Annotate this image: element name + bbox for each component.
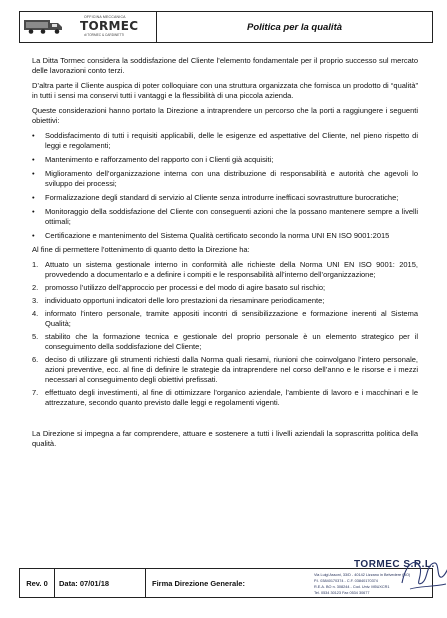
signature-field xyxy=(146,559,435,597)
objective-item: • Monitoraggio della soddisfazione del Cliente con conseguenti azioni che la possano mantenere sempre a livelli ottimali; xyxy=(32,207,418,227)
intro-paragraph: D’altra parte il Cliente auspica di poter colloquiare con una struttura organizzata che fornisca un prodotto di “qualità” in tutti i sensi ma conservi tutti i vantaggi e la flessibilità di una piccola azienda. xyxy=(32,81,418,100)
stamp-rea-line: R.E.A. BO n. 308244 - Cod. Univ. M5UXCR1 xyxy=(314,585,390,589)
action-text: deciso di utilizzare gli strumenti richiesti dalla Norma quali riesami, riunioni che coinvolgano l’intero personale, azioni preventive, ecc. al fine di definire le strategie da intraprendere nel corso dell’anno e le risorse e i mezzi necessari al conseguimento degli obiettivi prefissati. xyxy=(45,355,418,384)
objective-item: • Soddisfacimento di tutti i requisiti applicabili, delle le esigenze ed aspettative del Cliente, nel pieno rispetto di leggi e regolamenti; xyxy=(32,131,418,151)
actions-list xyxy=(32,260,418,408)
intro-paragraph: Queste considerazioni hanno portato la Direzione a intraprendere un percorso che la porti a raggiungere i seguenti obiettivi: xyxy=(32,106,418,125)
stamp-company-name: TORMEC S.R.L. xyxy=(354,559,435,570)
action-item xyxy=(32,309,418,329)
logo-tagline: OFFICINA MECCANICA xyxy=(84,15,126,19)
action-number: 5. xyxy=(32,332,39,341)
action-item xyxy=(32,332,418,352)
objective-item: • Mantenimento e rafforzamento del rapporto con i Clienti già acquisiti; xyxy=(32,155,418,165)
action-text: informato l’intero personale, tramite appositi incontri di sensibilizzazione e formazione inerenti al Sistema Qualità; xyxy=(45,309,418,328)
action-number: 7. xyxy=(32,388,39,397)
truck-logo-icon xyxy=(23,17,65,35)
document-footer xyxy=(19,559,435,598)
revision-number: Rev. 0 xyxy=(20,569,55,597)
objectives-list xyxy=(32,131,418,241)
signature-label: Firma Direzione Generale: xyxy=(152,578,245,588)
objective-item: • Formalizzazione degli standard di servizio al Cliente senza introdurre inefficaci sovrastrutture burocratiche; xyxy=(32,193,418,203)
logo-company-name: TORMEC xyxy=(80,19,139,33)
objective-item: • Certificazione e mantenimento del Sistema Qualità certificato secondo la norma UNI EN ISO 9001:2015 xyxy=(32,231,418,241)
logo-subtitle: di TORMEC & CARDINETTI xyxy=(84,33,125,37)
handwritten-signature xyxy=(396,553,447,597)
action-number: 6. xyxy=(32,355,39,364)
closing-paragraph: La Direzione si impegna a far comprendere, attuare e sostenere a tutti i livelli aziendali la soprascritta politica della qualità. xyxy=(32,429,418,448)
action-item xyxy=(32,260,418,280)
action-number: 1. xyxy=(32,260,39,269)
stamp-vat-line: P.I. 03840170374 - C.F. 03840170374 xyxy=(314,579,378,583)
action-text: individuato opportuni indicatori delle loro prestazioni da riesaminare periodicamente; xyxy=(45,296,325,305)
actions-intro: Al fine di permettere l’ottenimento di quanto detto la Direzione ha: xyxy=(32,245,250,254)
objective-item: • Miglioramento dell’organizzazione interna con una distribuzione di responsabilità e autorità che agevoli lo sviluppo dei processi; xyxy=(32,169,418,189)
action-item xyxy=(32,283,418,293)
action-text: stabilito che la formazione tecnica e gestionale del proprio personale è un elemento strategico per il conseguimento della soddisfazione del Cliente; xyxy=(45,332,418,351)
action-item xyxy=(32,296,418,306)
stamp-address-line: Via Luigi Assoni, 33/D - 40142 Lizzano in Belvedere (BO) xyxy=(314,573,411,577)
document-header xyxy=(19,11,433,43)
action-item xyxy=(32,355,418,385)
action-text: effettuato degli investimenti, al fine di ottimizzare l’organico aziendale, l’ambiente di lavoro e i macchinari e le attrezzature, secondo quanto previsto dalle leggi e regolamenti vigenti. xyxy=(45,388,418,407)
action-number: 4. xyxy=(32,309,39,318)
document-body xyxy=(32,56,418,454)
action-text: promosso l’utilizzo dell’approccio per processi e del modo di agire basato sul rischio; xyxy=(45,283,326,292)
company-logo xyxy=(20,12,157,42)
intro-paragraph: La Ditta Tormec considera la soddisfazione del Cliente l’elemento fondamentale per il proprio successo sul mercato delle lavorazioni conto terzi. xyxy=(32,56,418,75)
action-number: 3. xyxy=(32,296,39,305)
action-number: 2. xyxy=(32,283,39,292)
document-date: Data: 07/01/18 xyxy=(55,569,146,597)
action-text: Attuato un sistema gestionale interno in conformità alle richieste della Norma UNI EN ISO 9001: 2015, provvedendo a documentarlo e a definire i compiti e le responsabilità all’interno dell’organizzazione; xyxy=(45,260,418,279)
action-item xyxy=(32,388,418,408)
stamp-phone-line: Tel. 0534 30123 Fax 0534 30677 xyxy=(314,591,370,595)
document-title: Politica per la qualità xyxy=(246,21,343,33)
